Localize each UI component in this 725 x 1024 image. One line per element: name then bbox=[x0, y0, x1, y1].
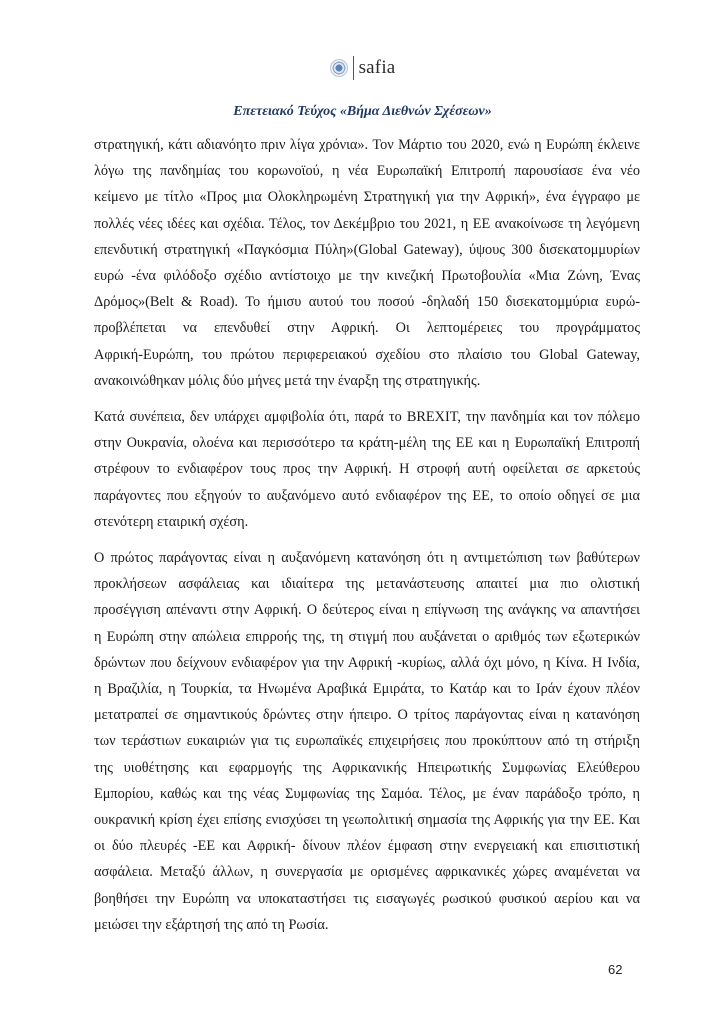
text-line: παράγοντες που εξηγούν το αυξανόμενο αυτό ενδιαφέρον της ΕΕ, το οποίο οδηγεί σε μια bbox=[94, 487, 640, 504]
paragraph-1 bbox=[94, 132, 640, 394]
paragraph-2 bbox=[94, 404, 640, 535]
circular-emblem-icon bbox=[330, 59, 348, 77]
text-line: η Βραζιλία, η Τουρκία, τα Ηνωμένα Αραβικά Εμιράτα, το Κατάρ και το Ιράν έχουν πλέον bbox=[94, 681, 640, 698]
text-line: προσέγγιση απέναντι στην Αφρική. Ο δεύτερος είναι η επίγνωση της ανάγκης να απαντήσει bbox=[94, 602, 640, 619]
page-number: 62 bbox=[608, 962, 623, 977]
text-line: στην Ουκρανία, ολοένα και περισσότερο τα κράτη-μέλη της ΕΕ και η Ευρωπαϊκή Επιτροπή bbox=[94, 435, 640, 452]
text-line: ανακοινώθηκαν μόλις δύο μήνες μετά την έναρξη της στρατηγικής. bbox=[94, 372, 481, 389]
running-title: Επετειακό Τεύχος «Βήμα Διεθνών Σχέσεων» bbox=[233, 104, 492, 119]
text-line: Εμπορίου, καθώς και της νέας Συμφωνίας της Σαμόα. Τέλος, με έναν παράδοξο τρόπο, η bbox=[94, 785, 640, 802]
text-line: στενότερη εταιρική σχέση. bbox=[94, 513, 249, 530]
page-header bbox=[0, 56, 725, 80]
text-line: βοηθήσει την Ευρώπη να υποκαταστήσει τις εισαγωγές ρωσικού φυσικού αερίου και να bbox=[94, 890, 640, 907]
text-line: μειώσει την εξάρτησή της από τη Ρωσία. bbox=[94, 916, 329, 933]
body-text bbox=[94, 132, 640, 948]
text-line: στρέφουν το ενδιαφέρον τους προς την Αφρική. Η στροφή αυτή οφείλεται σε αρκετούς bbox=[94, 461, 640, 478]
logo-divider bbox=[353, 56, 354, 80]
text-line: της υιοθέτησης και εφαρμογής της Αφρικανικής Ηπειρωτικής Συμφωνίας Ελεύθερου bbox=[94, 759, 640, 776]
text-line: δρώντων που δείχνουν ενδιαφέρον για την Αφρική -κυρίως, αλλά όχι μόνο, η Κίνα. Η Ινδία, bbox=[94, 654, 640, 671]
text-line: κείμενο με τίτλο «Προς μια Ολοκληρωμένη Στρατηγική για την Αφρική», ένα έγγραφο με bbox=[94, 189, 640, 206]
text-line: λόγω της πανδημίας του κορωνοϊού, η νέα Ευρωπαϊκή Επιτροπή παρουσίασε ένα νέο bbox=[94, 163, 640, 180]
text-line: Κατά συνέπεια, δεν υπάρχει αμφιβολία ότι, παρά το BREXIT, την πανδημία και τον πόλεμο bbox=[94, 409, 640, 426]
brand-name: safia bbox=[358, 57, 396, 78]
text-line: προβλέπεται να επενδυθεί στην Αφρική. Οι λεπτομέρειες του προγράμματος bbox=[94, 320, 640, 337]
text-line: προκλήσεων ασφάλειας και ιδιαίτερα της μετανάστευσης απαιτεί μια πιο ολιστική bbox=[94, 576, 640, 593]
text-line: ουκρανική κρίση έχει επίσης ενισχύσει τη γεωπολιτική σημασία της Αφρικής για την ΕΕ. Και bbox=[94, 812, 640, 829]
text-line: ευρώ -ένα φιλόδοξο σχέδιο αντίστοιχο με την κινεζική Πρωτοβουλία «Μια Ζώνη, Ένας bbox=[94, 268, 640, 285]
text-line: μετατραπεί σε σημαντικούς δρώντες στην ήπειρο. Ο τρίτος παράγοντας είναι η κατανόηση bbox=[94, 707, 640, 724]
paragraph-3 bbox=[94, 545, 640, 938]
text-line: πολλές νέες ιδέες και σχέδια. Τέλος, τον Δεκέμβριο του 2021, η ΕΕ ανακοίνωσε τη λεγόμενη bbox=[94, 215, 640, 232]
text-line: επενδυτική στρατηγική «Παγκόσμια Πύλη»(Global Gateway), ύψους 300 δισεκατομμυρίων bbox=[94, 241, 640, 258]
text-line: των τεράστιων ευκαιριών για τις ευρωπαϊκές επιχειρήσεις που προκύπτουν από τη στήριξη bbox=[94, 733, 640, 750]
text-line: η Ευρώπη στην απώλεια επιρροής της, τη στιγμή που αυξάνεται ο αριθμός των εξωτερικών bbox=[94, 628, 640, 645]
text-line: Αφρική-Ευρώπη, του πρώτου περιφερειακού σχεδίου στο πλαίσιο του Global Gateway, bbox=[94, 346, 640, 363]
text-line: Δρόμος»(Belt & Road). Το ήμισυ αυτού του ποσού -δηλαδή 150 δισεκατομμύρια ευρώ- bbox=[94, 294, 640, 311]
text-line: στρατηγική, κάτι αδιανόητο πριν λίγα χρόνια». Τον Μάρτιο του 2020, ενώ η Ευρώπη έκλεινε bbox=[94, 137, 640, 153]
text-line: οι δύο πλευρές -ΕΕ και Αφρική- δίνουν πλέον έμφαση στην ενεργειακή και επισιτιστική bbox=[94, 838, 640, 855]
text-line: ασφάλεια. Μεταξύ άλλων, η συνεργασία με ορισμένες αφρικανικές χώρες αναμένεται να bbox=[94, 864, 640, 881]
safia-logo bbox=[330, 56, 396, 80]
text-line: Ο πρώτος παράγοντας είναι η αυξανόμενη κατανόηση ότι η αντιμετώπιση των βαθύτερων bbox=[94, 550, 640, 567]
